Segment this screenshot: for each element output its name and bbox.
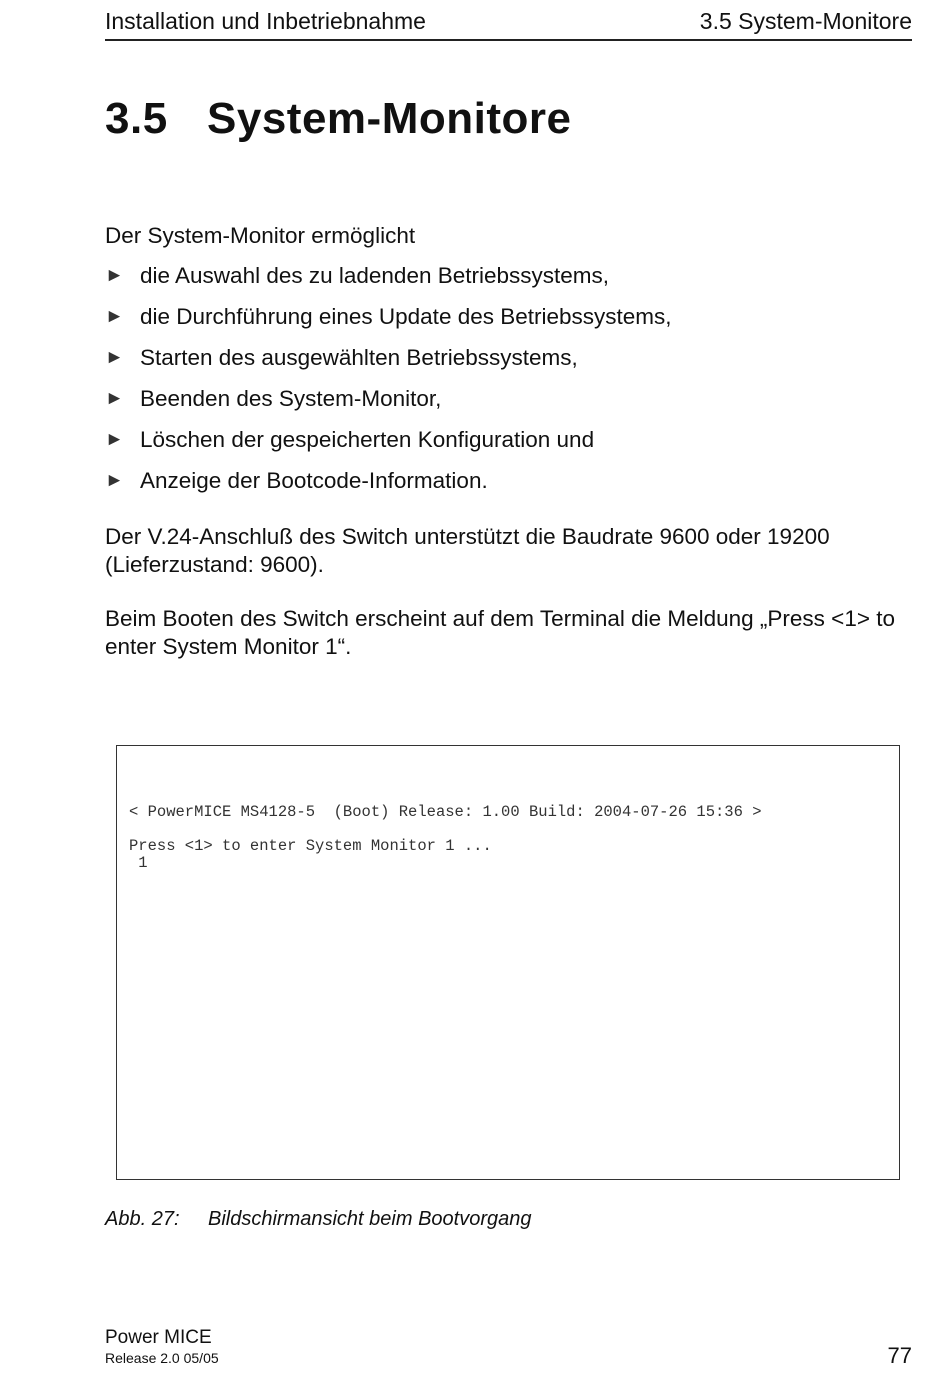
list-item-text: Beenden des System-Monitor, <box>140 386 442 411</box>
list-item-text: Löschen der gespeicherten Konfiguration und <box>140 427 595 452</box>
list-item <box>105 262 672 303</box>
list-item-text: Starten des ausgewählten Betriebssystems, <box>140 345 578 370</box>
list-item <box>105 385 672 426</box>
arrow-bullet-icon: ► <box>105 388 124 409</box>
section-number: 3.5 <box>105 94 168 143</box>
list-item-text: Anzeige der Bootcode-Information. <box>140 468 488 493</box>
list-item <box>105 303 672 344</box>
page-number: 77 <box>887 1343 912 1368</box>
baudrate-paragraph: Der V.24-Anschluß des Switch unterstützt die Baudrate 9600 oder 19200 (Lieferzustand: 9600). <box>105 524 830 577</box>
footer-product: Power MICE <box>105 1327 212 1348</box>
arrow-bullet-icon: ► <box>105 306 124 327</box>
list-item <box>105 426 672 467</box>
intro-text: Der System-Monitor ermöglicht <box>105 223 416 248</box>
terminal-output <box>129 804 762 872</box>
arrow-bullet-icon: ► <box>105 265 124 286</box>
header-section: 3.5 System-Monitore <box>699 8 912 34</box>
arrow-bullet-icon: ► <box>105 347 124 368</box>
terminal-line-prompt: Press <1> to enter System Monitor 1 ... <box>129 837 492 855</box>
figure-caption <box>105 1208 532 1231</box>
list-item-text: die Auswahl des zu ladenden Betriebssystems, <box>140 263 610 288</box>
list-item-text: die Durchführung eines Update des Betriebssystems, <box>140 304 672 329</box>
feature-list <box>105 262 672 508</box>
boot-message-paragraph: Beim Booten des Switch erscheint auf dem Terminal die Meldung „Press <1> to enter System Monitor 1“. <box>105 606 895 659</box>
arrow-bullet-icon: ► <box>105 470 124 491</box>
page-header <box>105 6 912 41</box>
terminal-screen <box>116 745 900 1180</box>
list-item <box>105 467 672 508</box>
figure-caption-text: Bildschirmansicht beim Bootvorgang <box>208 1208 532 1230</box>
section-title <box>105 94 571 144</box>
footer-release: Release 2.0 05/05 <box>105 1350 219 1366</box>
terminal-line-banner: < PowerMICE MS4128-5 (Boot) Release: 1.00 Build: 2004-07-26 15:36 > <box>129 803 762 821</box>
terminal-line-input: 1 <box>129 854 148 872</box>
header-chapter: Installation und Inbetriebnahme <box>105 8 426 34</box>
section-title-text: System-Monitore <box>207 94 572 143</box>
arrow-bullet-icon: ► <box>105 429 124 450</box>
list-item <box>105 344 672 385</box>
figure-label: Abb. 27: <box>105 1208 180 1230</box>
